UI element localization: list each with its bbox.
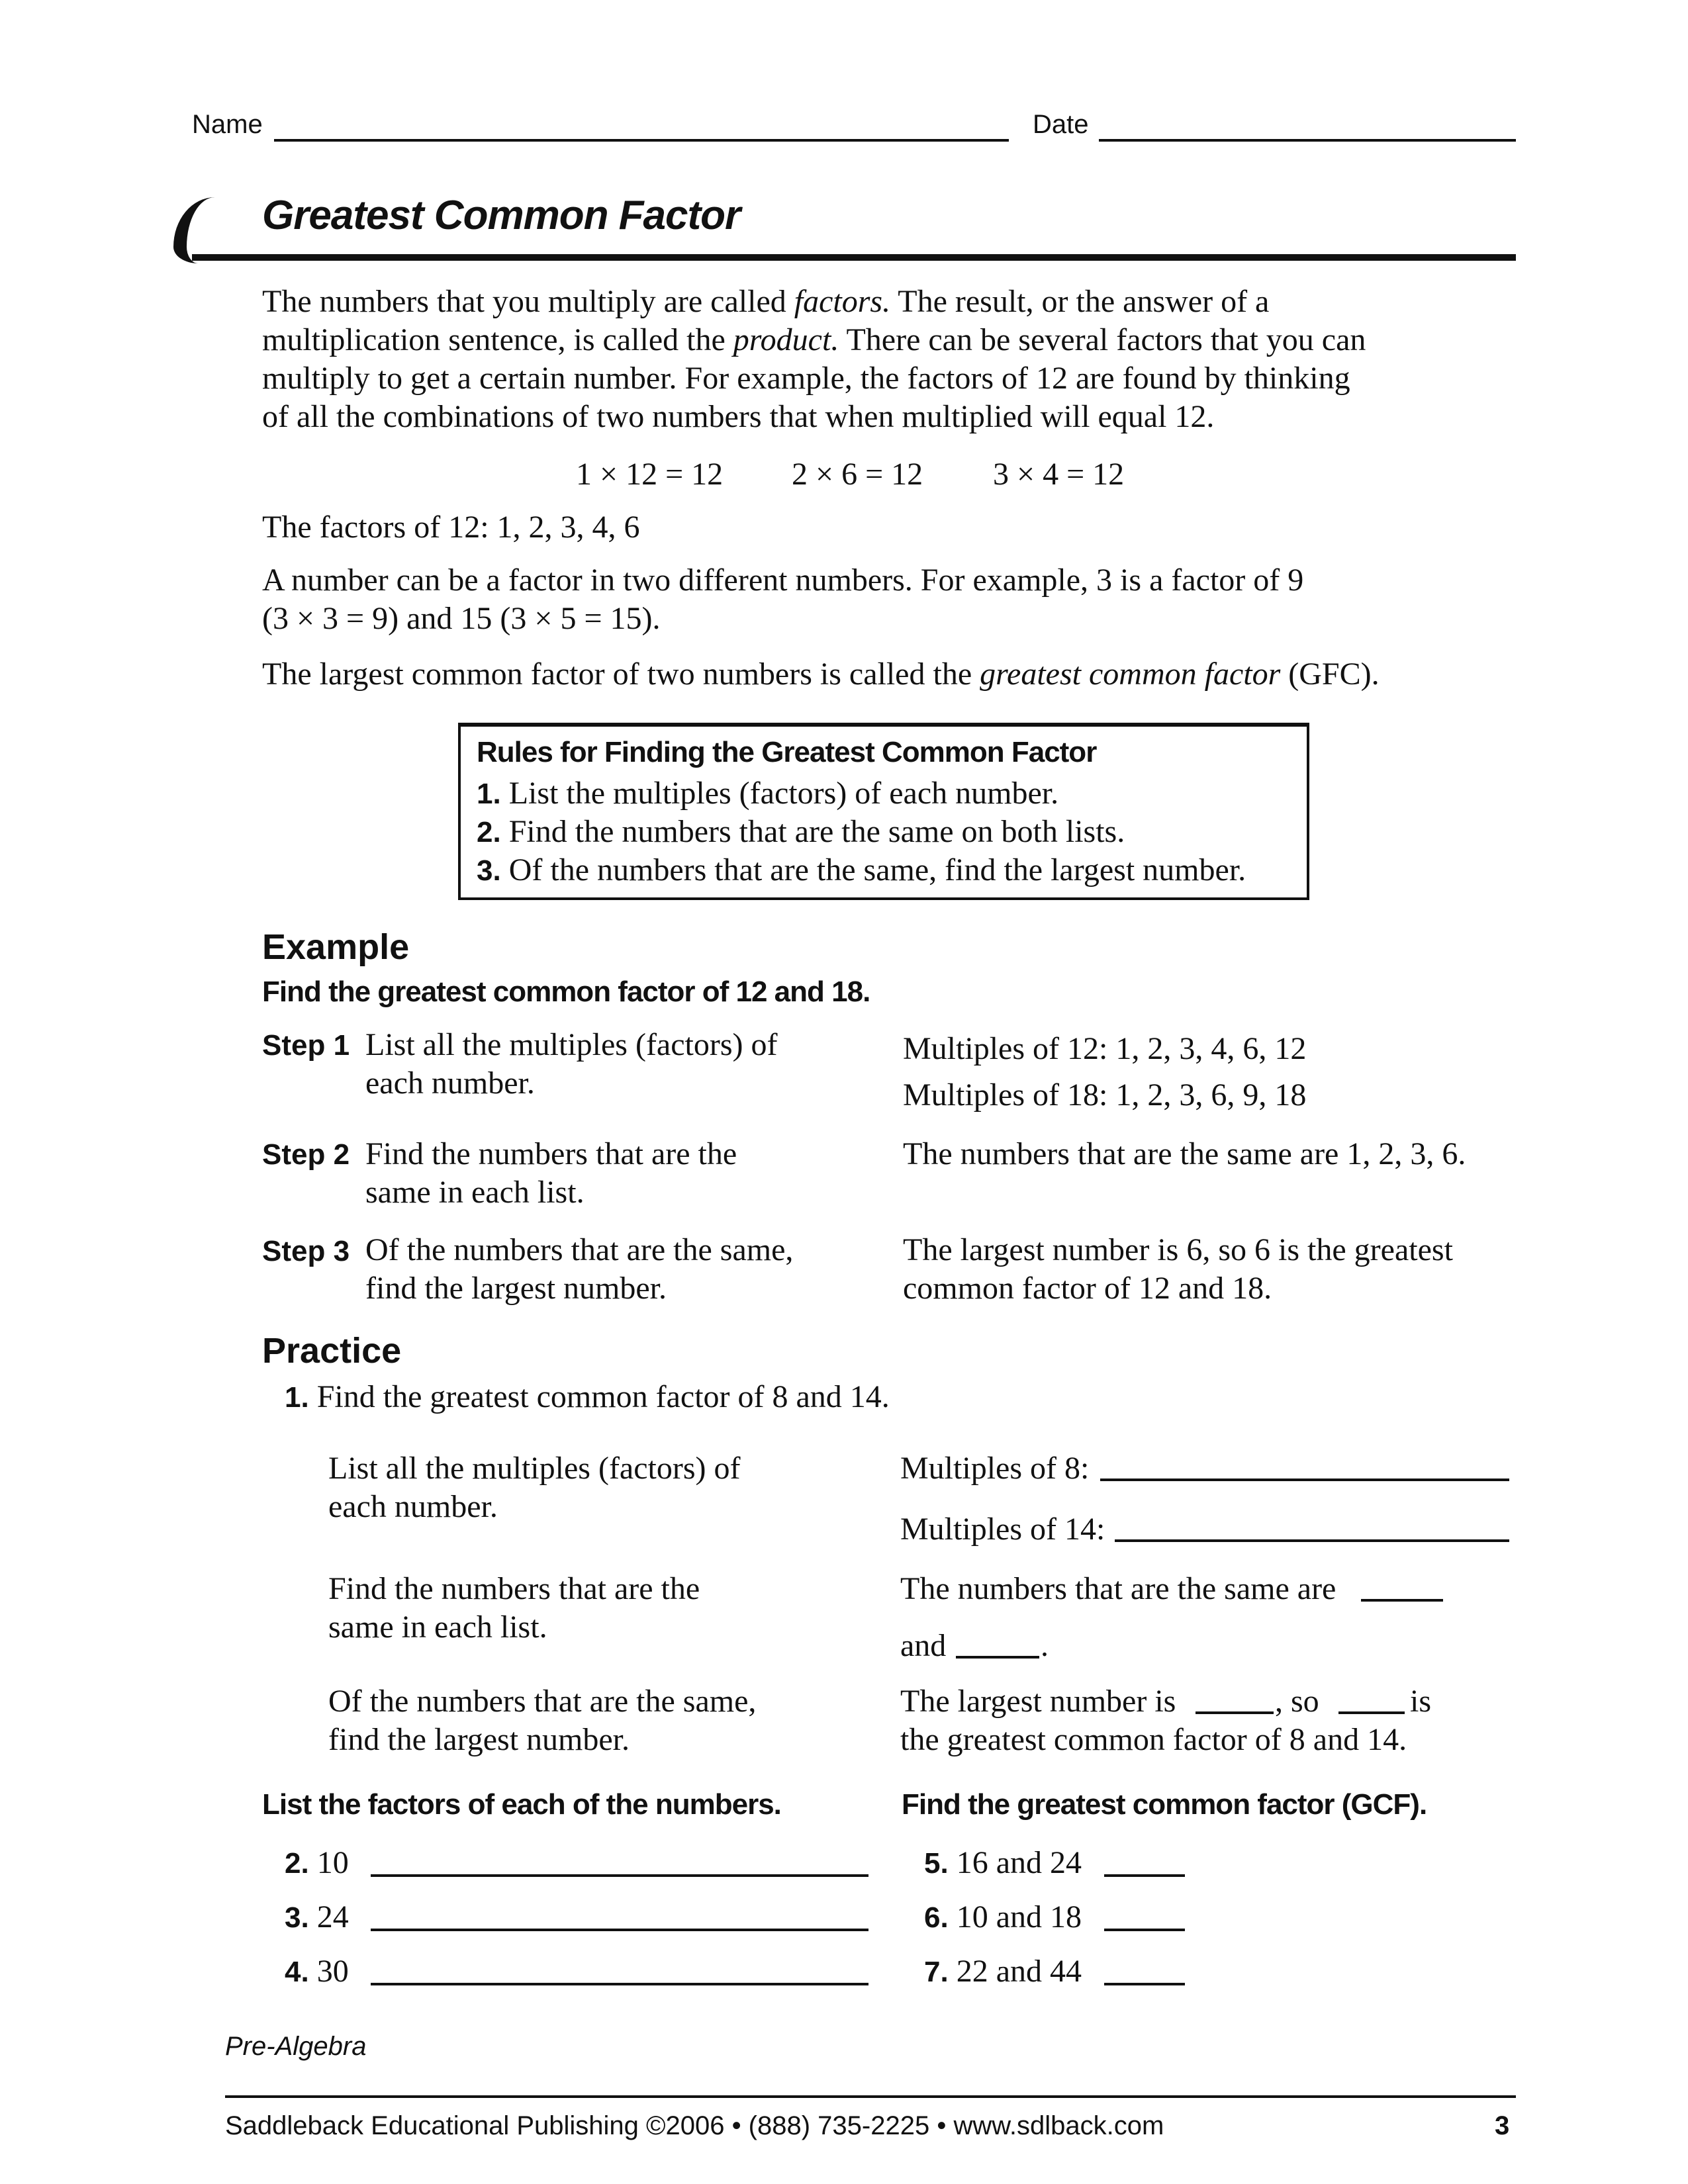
step-description: Find the numbers that are the same in each list.: [365, 1136, 737, 1210]
multiples-of-8-answer[interactable]: [1100, 1479, 1509, 1481]
same-numbers-row: The numbers that are the same are: [900, 1571, 1336, 1606]
practice-heading: Practice: [262, 1331, 402, 1371]
list-factors-answer-30[interactable]: [371, 1983, 868, 1985]
list-factors-answer-24[interactable]: [371, 1929, 868, 1931]
example-heading: Example: [262, 927, 410, 967]
step-work: The numbers that are the same are 1, 2, 3, 6.: [903, 1136, 1466, 1171]
find-gcf-heading: Find the greatest common factor (GCF).: [902, 1788, 1427, 1821]
factors-of-12: The factors of 12: 1, 2, 3, 4, 6: [262, 510, 640, 545]
step-description: Of the numbers that are the same, find the largest number.: [365, 1232, 794, 1306]
step-work: The largest number is 6, so 6 is the greatest common factor of 12 and 18.: [903, 1232, 1453, 1306]
gcf-item: 6. 10 and 18: [924, 1899, 1082, 1934]
multiples-of-14-answer[interactable]: [1115, 1539, 1509, 1542]
practice-question-1: 1. Find the greatest common factor of 8 and 14.: [285, 1379, 890, 1414]
term-product: product.: [733, 322, 839, 357]
q1-instruction: List all the multiples (factors) of each number.: [328, 1451, 741, 1524]
gcf-answer[interactable]: [1338, 1711, 1405, 1714]
term-factors: factors.: [794, 284, 891, 319]
factor-two-numbers-paragraph: A number can be a factor in two different numbers. For example, 3 is a factor of 9 (3 × 3 = 9) and 15 (3 × 5 = 15).: [262, 563, 1304, 636]
q1-instruction: Find the numbers that are the same in each list.: [328, 1571, 700, 1645]
list-factors-item: 2. 10: [285, 1845, 349, 1880]
largest-number-row: The largest number is , so is the greatest common factor of 8 and 14.: [900, 1684, 1432, 1757]
gcf-answer-22-44[interactable]: [1104, 1983, 1185, 1985]
page-number: 3: [1495, 2111, 1510, 2140]
largest-number-answer[interactable]: [1196, 1711, 1274, 1714]
rules-box: [458, 723, 1309, 900]
step-label: Step 3: [262, 1235, 350, 1267]
multiples-of-14-row: Multiples of 14:: [900, 1512, 1105, 1547]
list-factors-heading: List the factors of each of the numbers.: [262, 1788, 781, 1821]
step-label: Step 2: [262, 1138, 350, 1171]
list-factors-item: 3. 24: [285, 1899, 349, 1934]
rule-item: 2. Find the numbers that are the same on both lists.: [477, 814, 1125, 849]
same-number-answer-2[interactable]: [956, 1656, 1039, 1659]
footer-course: Pre-Algebra: [225, 2032, 367, 2061]
footer-publisher: Saddleback Educational Publishing ©2006 • (888) 735-2225 • www.sdlback.com: [225, 2111, 1164, 2140]
equation-3: 3 × 4 = 12: [993, 457, 1125, 492]
gcf-answer-10-18[interactable]: [1104, 1929, 1185, 1931]
q1-instruction: Of the numbers that are the same, find the largest number.: [328, 1684, 757, 1757]
multiples-of-8-row: Multiples of 8:: [900, 1451, 1090, 1486]
and-period: .: [1041, 1628, 1049, 1663]
date-field[interactable]: [1099, 139, 1516, 142]
list-factors-answer-10[interactable]: [371, 1874, 868, 1877]
date-label: Date: [1033, 110, 1089, 139]
list-factors-item: 4. 30: [285, 1954, 349, 1989]
and-row: and: [900, 1628, 947, 1663]
same-number-answer-1[interactable]: [1361, 1599, 1443, 1602]
equation-2: 2 × 6 = 12: [792, 457, 923, 492]
page-title: Greatest Common Factor: [262, 193, 741, 238]
example-prompt: Find the greatest common factor of 12 and 18.: [262, 976, 870, 1008]
gcf-definition: The largest common factor of two numbers is called the greatest common factor (GFC).: [262, 657, 1380, 692]
title-rule: [192, 254, 1516, 261]
rules-title: Rules for Finding the Greatest Common Factor: [477, 736, 1097, 768]
step-work: Multiples of 12: 1, 2, 3, 4, 6, 12 Multiples of 18: 1, 2, 3, 6, 9, 18: [903, 1031, 1307, 1113]
equation-1: 1 × 12 = 12: [576, 457, 724, 492]
term-gcf: greatest common factor: [980, 657, 1281, 692]
gcf-item: 7. 22 and 44: [924, 1954, 1082, 1989]
footer-rule: [225, 2095, 1516, 2098]
intro-paragraph: The numbers that you multiply are called factors. The result, or the answer of a multiplication sentence, is called the product. There can be several factors that you can multiply to get a certain number. For example, the factors of 12 are found by thinking of all the combinations of two numbers that when multiplied will equal 12.: [262, 284, 1366, 434]
rule-item: 3. Of the numbers that are the same, find the largest number.: [477, 852, 1246, 887]
gcf-answer-16-24[interactable]: [1104, 1874, 1185, 1877]
name-field[interactable]: [274, 139, 1009, 142]
step-label: Step 1: [262, 1029, 350, 1062]
rule-item: 1. List the multiples (factors) of each number.: [477, 776, 1059, 811]
step-description: List all the multiples (factors) of each number.: [365, 1027, 778, 1101]
gcf-item: 5. 16 and 24: [924, 1845, 1082, 1880]
title-bracket-icon: [173, 197, 253, 263]
name-label: Name: [192, 110, 263, 139]
